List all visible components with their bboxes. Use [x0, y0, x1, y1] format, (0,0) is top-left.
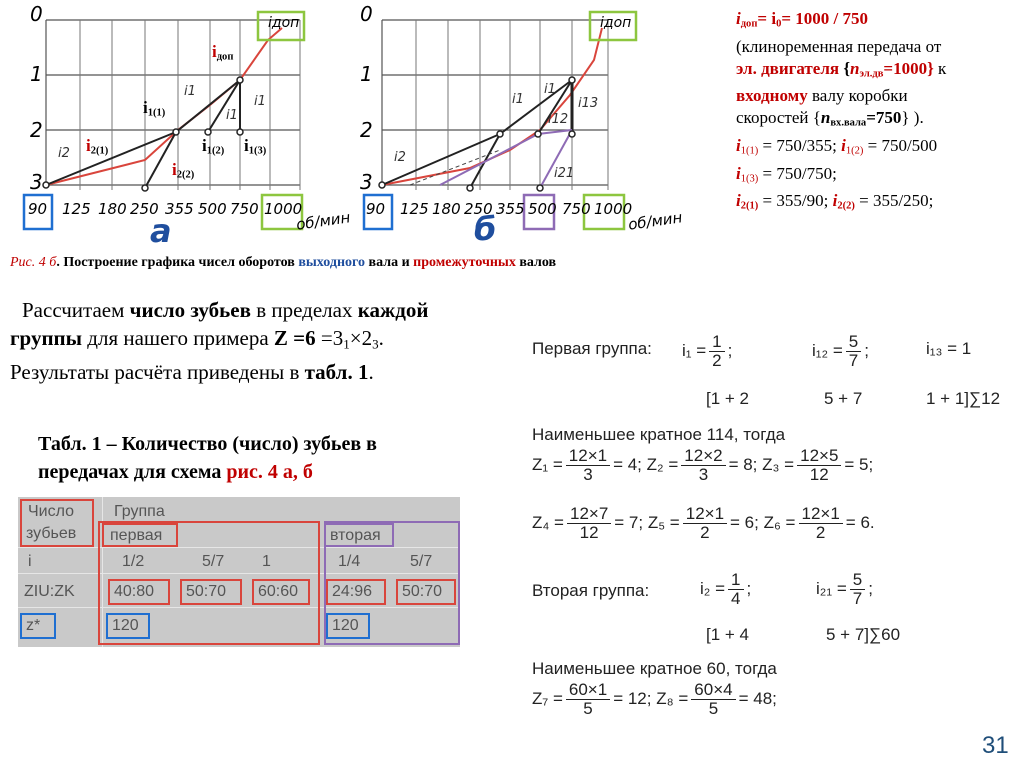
- chart-a-xtick: 355: [165, 200, 194, 218]
- chart-a-xtick: 250: [130, 200, 159, 218]
- note-line-7: $i_{1(3)} = 750/750$;: [736, 163, 837, 185]
- label-i2-1: $i_{2(1)}$: [86, 136, 109, 157]
- note-line-2: (клиноременная передача от: [736, 36, 942, 56]
- label-i1-3: $i_{1(3)}$: [244, 136, 267, 157]
- chart-b-xtick: 1000: [594, 200, 633, 218]
- sum-2: [1 + 4: [706, 625, 750, 644]
- first-group-ratio-2: i₁₂ = $\frac{5}{7}$ ;: [812, 332, 869, 370]
- chart-b-ytick-3: 3: [360, 170, 373, 194]
- chart-b-hand-i1: i1: [512, 92, 524, 107]
- table-header-count-2: зубьев: [26, 525, 77, 542]
- table-i-cell: 1: [262, 553, 271, 570]
- table-header-group: Группа: [114, 503, 165, 520]
- note-line-5: скоростей $\{n_{вх.вала}=750\}$ ).: [736, 108, 924, 129]
- chart-b-hand-i12: i12: [548, 112, 569, 127]
- chart-b-xtick: 90: [366, 200, 386, 218]
- second-group-ratio-2: i₂₁ = $\frac{5}{7}$ ;: [816, 570, 873, 608]
- table-title-line-2: передачах для схема рис. 4 а, б: [38, 461, 313, 483]
- lcm-2: Наименьшее кратное 60, тогда: [532, 659, 777, 678]
- table-header-count-1: Число: [28, 503, 75, 520]
- chart-b-xticks: [366, 200, 666, 224]
- chart-a-letter: а: [150, 212, 172, 250]
- table-title: [38, 430, 377, 486]
- chart-a-xtick: 1000: [264, 200, 303, 218]
- formula-panel: [522, 333, 1024, 728]
- chart-b-hand-i13: i13: [578, 96, 599, 111]
- para-line-3: Результаты расчёта приведены в табл. 1.: [10, 360, 374, 385]
- z-row-1: Z₁ = $\frac{12\times 1}{3}$ = 4; Z₂ = $\frac{12\times 2}{3}$ = 8; Z₃ = $\frac{12\times 5}{12}$ = 5;: [532, 446, 874, 484]
- page-number: 31: [982, 732, 1009, 759]
- first-group-ratios: i₁ = $\frac{1}{2}$ ;: [682, 332, 733, 370]
- table-z-cell: 24:96: [332, 583, 373, 600]
- label-idop: $i_{доп}$: [212, 42, 234, 63]
- sum-1-c: 1 + 1]∑12: [926, 389, 1001, 408]
- z-row-3: Z₇ = $\frac{60\times 1}{5}$ = 12; Z₈ = $\frac{60\times 4}{5}$ = 48;: [532, 680, 777, 718]
- note-line-3: эл. двигателя $\{n_{эл.дв}=1000\}$ к: [736, 58, 947, 80]
- label-i2-2: $i_{2(2)}$: [172, 160, 195, 181]
- label-i1-2: $i_{1(2)}$: [202, 136, 225, 157]
- chart-b-ytick-1: 1: [360, 62, 373, 86]
- chart-b-ytick-2: 2: [360, 118, 373, 142]
- table-z-cell: 60:60: [258, 583, 299, 600]
- chart-a-ytick-1: 1: [30, 62, 43, 86]
- chart-a-ytick-2: 2: [30, 118, 43, 142]
- first-group-ratio-3: i₁₃ = 1: [926, 339, 972, 358]
- sum-1-b: 5 + 7: [824, 389, 863, 408]
- table-zstar-cell: 120: [112, 617, 139, 634]
- chart-a-xtick: 180: [98, 200, 127, 218]
- table-group-second: вторая: [330, 527, 381, 544]
- lcm-1: Наименьшее кратное 114, тогда: [532, 425, 786, 444]
- chart-a-idop-tag: iдоп: [268, 15, 300, 31]
- table-z-label: ZIU:ZK: [24, 583, 75, 600]
- table-i-cell: 5/7: [410, 553, 433, 570]
- chart-b-letter: б: [474, 210, 497, 248]
- chart-b-hand-i2: i2: [394, 150, 406, 165]
- note-line-8: $i_{2(1)} = 355/90$; $i_{2(2)} = 355/250$;: [736, 191, 934, 212]
- chart-b-hand-i1b: i1: [544, 82, 556, 97]
- table-i-cell: 1/4: [338, 553, 361, 570]
- table-i-cell: 1/2: [122, 553, 145, 570]
- para-line-2: группы для нашего примера $Z =6 =3_1\times 2_3$.: [10, 326, 384, 352]
- chart-b-hand-i21: i21: [554, 166, 575, 181]
- note-line-1: $i_{доп}= i_0= 1000 / 750$: [736, 9, 869, 30]
- table-i-cell: 5/7: [202, 553, 225, 570]
- chart-b-xtick: 180: [432, 200, 461, 218]
- chart-a-xunit: об/мин: [295, 208, 352, 234]
- chart-b-xtick: 355: [496, 200, 525, 218]
- note-line-6: $i_{1(1)} = 750/355$; $i_{1(2)} = 750/500$: [736, 135, 938, 157]
- hand-i1-b: i1: [226, 108, 238, 123]
- first-group-row: Первая группа:: [532, 339, 652, 358]
- chart-b-xtick: 750: [562, 200, 591, 218]
- table-group-first: первая: [110, 527, 163, 544]
- right-notes: [736, 8, 1024, 218]
- teeth-table: [18, 497, 460, 647]
- chart-a-ytick-3: 3: [30, 170, 43, 194]
- chart-a-xtick: 125: [62, 200, 91, 218]
- hand-i1-c: i1: [254, 94, 266, 109]
- figure-caption: Рис. 4 б. Построение графика чисел оборотов выходного вала и промежуточных валов: [10, 255, 557, 270]
- table-zstar-label: z*: [26, 617, 41, 634]
- chart-b-ytick-0: 0: [360, 2, 373, 26]
- chart-a-xtick: 90: [28, 200, 48, 218]
- table-i-label: i: [28, 553, 32, 570]
- note-line-4: входному валу коробки: [736, 86, 908, 106]
- table-z-cell: 50:70: [186, 583, 227, 600]
- table-title-line-1: Табл. 1 – Количество (число) зубьев в: [38, 433, 377, 455]
- second-group-row: Вторая группа:: [532, 581, 650, 600]
- z-row-2: Z₄ = $\frac{12\times 7}{12}$ = 7; Z₅ = $\frac{12\times 1}{2}$ = 6; Z₆ = $\frac{12\times 1}{2}$ = 6.: [532, 504, 875, 542]
- sum-2-b: 5 + 7]∑60: [826, 625, 901, 644]
- chart-b-xtick: 500: [528, 200, 557, 218]
- second-group-ratio-1: i₂ = $\frac{1}{4}$ ;: [700, 570, 752, 608]
- sum-1: [1 + 2: [706, 389, 750, 408]
- label-i1-1: $i_{1(1)}$: [143, 98, 166, 119]
- table-zstar-cell: 120: [332, 617, 359, 634]
- chart-b-xtick: 250: [464, 200, 493, 218]
- table-z-cell: 50:70: [402, 583, 443, 600]
- table-z-cell: 40:80: [114, 583, 155, 600]
- chart-b-xtick: 125: [400, 200, 429, 218]
- chart-b-idop-tag: iдоп: [600, 15, 632, 31]
- chart-a-ytick-0: 0: [30, 2, 43, 26]
- paragraph: [10, 296, 522, 386]
- chart-a-xtick: 750: [230, 200, 259, 218]
- chart-b-xunit: об/мин: [627, 208, 684, 234]
- hand-i1-a: i1: [184, 84, 196, 99]
- chart-a-xtick: 500: [198, 200, 227, 218]
- hand-i2: i2: [58, 146, 70, 161]
- para-line-1: Рассчитаем число зубьев в пределах каждой: [22, 298, 429, 322]
